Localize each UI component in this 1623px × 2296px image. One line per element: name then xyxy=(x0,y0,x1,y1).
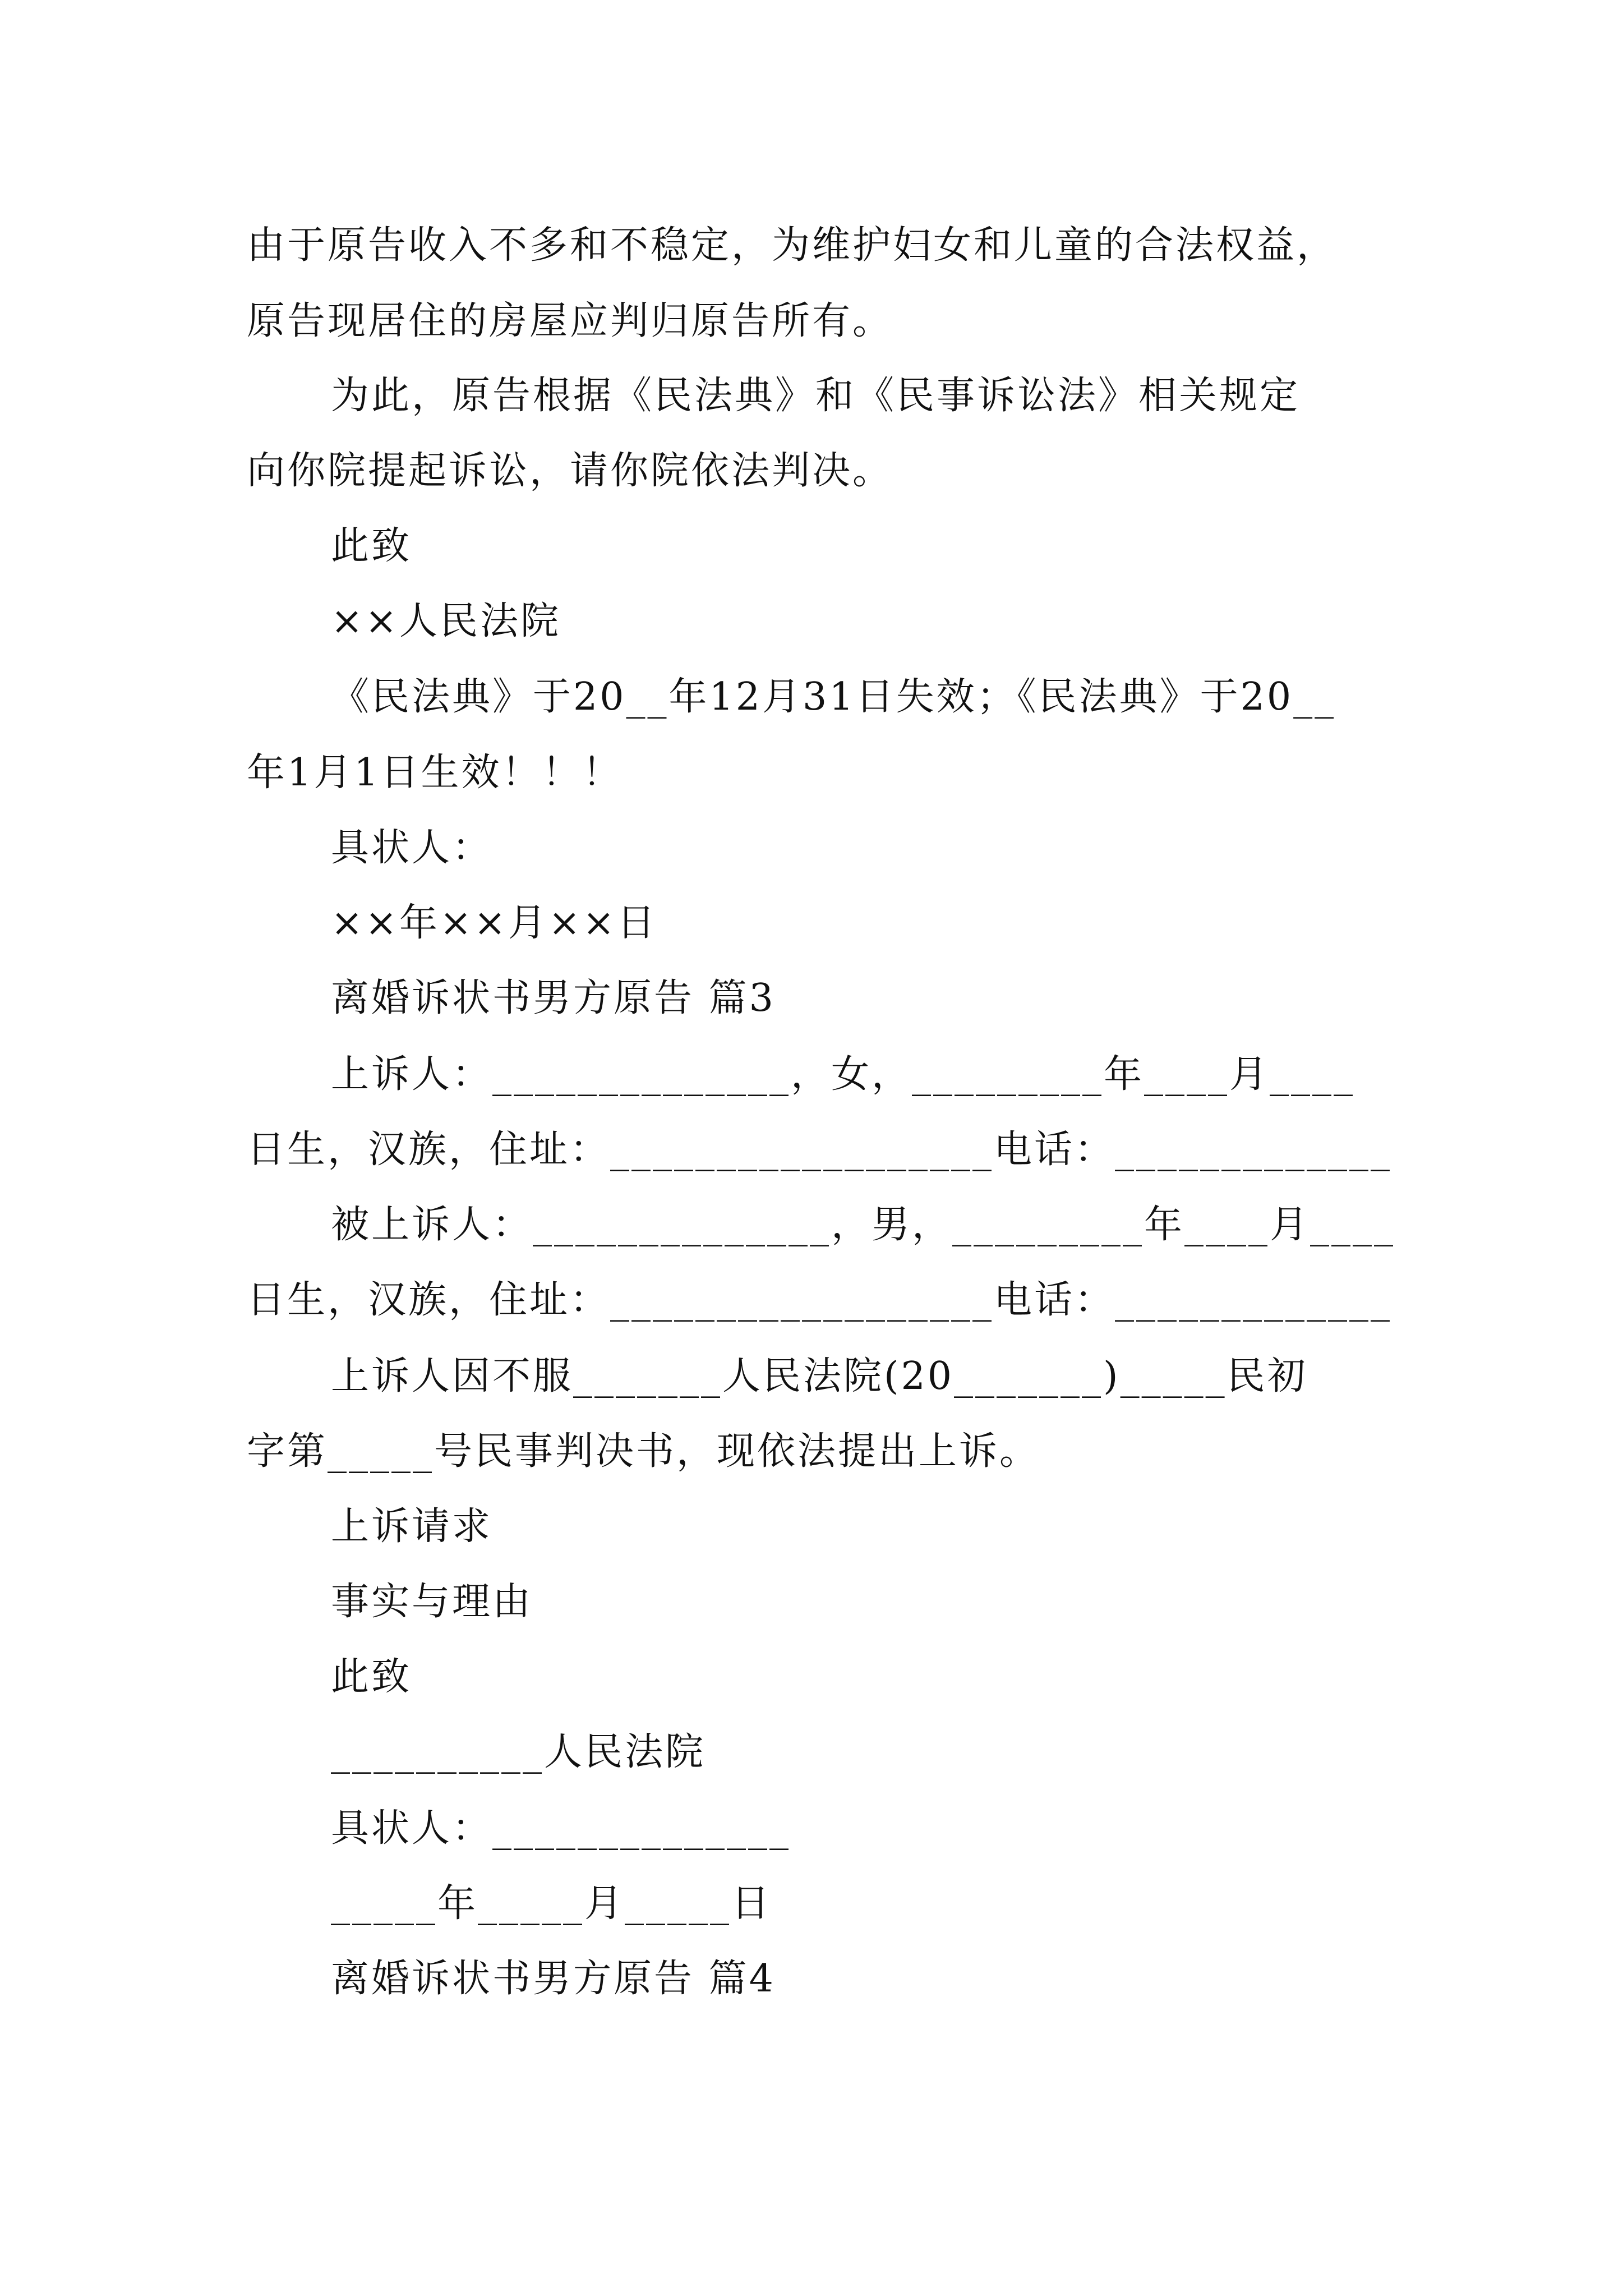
appellee-line: 被上诉人：______________，男，_________年____月____ xyxy=(331,1203,1396,1247)
court-name-2: __________人民法院 xyxy=(331,1730,706,1774)
section-heading-4: 离婚诉状书男方原告 篇4 xyxy=(331,1957,776,2001)
appeal-statement: 上诉人因不服_______人民法院(20_______)_____民初 xyxy=(331,1354,1308,1398)
signer-line-2: 具状人：______________ xyxy=(331,1806,791,1851)
appellee-address: 日生，汉族，住址：__________________电话：_____________ xyxy=(247,1278,1393,1322)
date-line: ××年××月××日 xyxy=(331,901,657,945)
text-line-8: 年1月1日生效！！！ xyxy=(247,751,623,795)
text-line-2: 原告现居住的房屋应判归原告所有。 xyxy=(247,299,893,343)
court-name: ××人民法院 xyxy=(331,599,561,643)
appeal-request-heading: 上诉请求 xyxy=(331,1504,493,1549)
appellant-address: 日生，汉族，住址：__________________电话：_____________ xyxy=(247,1128,1393,1172)
text-line-1: 由于原告收入不多和不稳定，为维护妇女和儿童的合法权益， xyxy=(247,223,1338,268)
signer-label: 具状人： xyxy=(331,826,493,870)
section-heading-3: 离婚诉状书男方原告 篇3 xyxy=(331,976,776,1020)
salutation: 此致 xyxy=(331,524,412,568)
text-line-7: 《民法典》于20__年12月31日失效；《民法典》于20__ xyxy=(331,675,1336,719)
text-line-3: 为此，原告根据《民法典》和《民事诉讼法》相关规定 xyxy=(331,374,1301,418)
appellant-line: 上诉人：______________，女，_________年____月____ xyxy=(331,1052,1355,1097)
appeal-statement-cont: 字第_____号民事判决书，现依法提出上诉。 xyxy=(247,1429,1040,1474)
date-line-2: _____年_____月_____日 xyxy=(331,1881,772,1926)
salutation-2: 此致 xyxy=(331,1655,412,1699)
facts-heading: 事实与理由 xyxy=(331,1580,533,1624)
text-line-4: 向你院提起诉讼，请你院依法判决。 xyxy=(247,449,893,493)
